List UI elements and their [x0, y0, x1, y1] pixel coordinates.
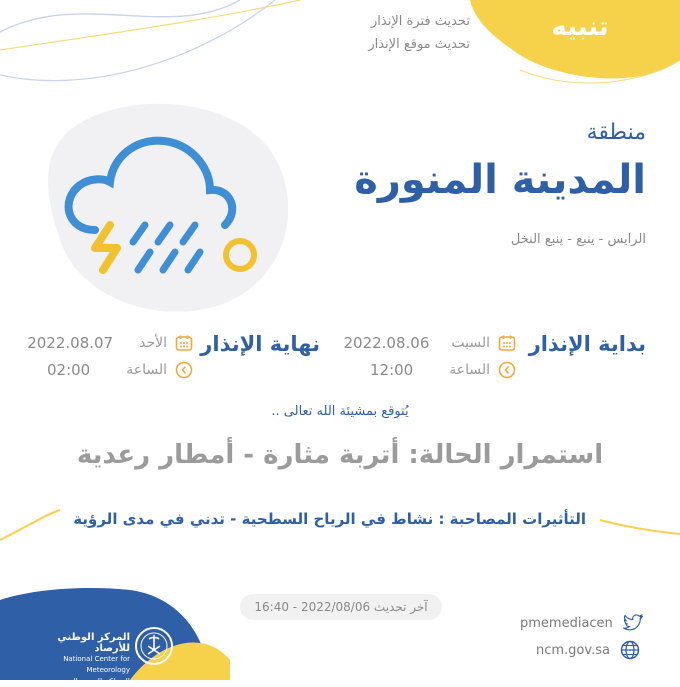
warning-end-time: 02:00	[46, 361, 91, 379]
update-line-location: تحديث موقع الإنذار	[368, 37, 470, 52]
warning-start-date-row	[343, 334, 516, 352]
update-notes	[368, 10, 470, 56]
forecast-effects: التأثيرات المصاحبة : نشاط في الرياح السطحية - تدني في مدى الرؤية	[73, 510, 586, 528]
logo-line-arabic: المركز الوطني للأرصاد	[57, 632, 130, 654]
warning-start-time-label: الساعة	[449, 362, 490, 378]
ncm-logo-text	[34, 632, 130, 687]
last-update-badge: آخر تحديث 2022/08/06 - 16:40	[240, 594, 442, 620]
warning-end-date-row	[27, 334, 193, 352]
warning-start-time: 12:00	[369, 361, 414, 379]
region-name: المدينة المنورة	[354, 157, 646, 203]
warning-end-time-label: الساعة	[126, 362, 167, 378]
storm-cloud-icon	[55, 130, 265, 280]
clock-icon	[498, 361, 516, 379]
clock-icon	[175, 361, 193, 379]
alert-label: تنبيه	[551, 12, 609, 42]
globe-icon[interactable]	[620, 640, 640, 660]
warning-end-title: نهاية الإنذار	[200, 332, 320, 356]
warning-end-time-row	[47, 361, 193, 379]
warning-start-day: السبت	[451, 335, 490, 351]
logo-line-country: المملكة العربية السعودية	[47, 677, 130, 686]
calendar-icon	[175, 334, 193, 352]
twitter-handle[interactable]: pmemediacen	[520, 615, 613, 631]
warning-start-title: بداية الإنذار	[528, 332, 646, 356]
sub-areas: الرايس - ينبع - ينبع النخل	[510, 232, 646, 247]
update-line-period: تحديث فترة الإنذار	[371, 14, 470, 29]
twitter-link[interactable]	[520, 614, 643, 632]
warning-end-date: 2022.08.07	[27, 334, 114, 352]
region-label: منطقة	[586, 120, 646, 145]
ncm-emblem-icon	[134, 626, 174, 666]
warning-end-day: الأحد	[139, 335, 167, 351]
website-url[interactable]: ncm.gov.sa	[536, 642, 610, 658]
forecast-intro: يُتوقع بمشيئة الله تعالى ..	[271, 404, 409, 419]
calendar-icon	[498, 334, 516, 352]
warning-start-date: 2022.08.06	[343, 334, 430, 352]
website-link[interactable]	[536, 640, 640, 660]
logo-line-english: National Center for Meteorology	[63, 655, 130, 674]
forecast-status: استمرار الحالة: أتربة مثارة - أمطار رعدية	[76, 440, 604, 470]
warning-start-time-row	[370, 361, 516, 379]
twitter-icon[interactable]	[623, 614, 643, 632]
